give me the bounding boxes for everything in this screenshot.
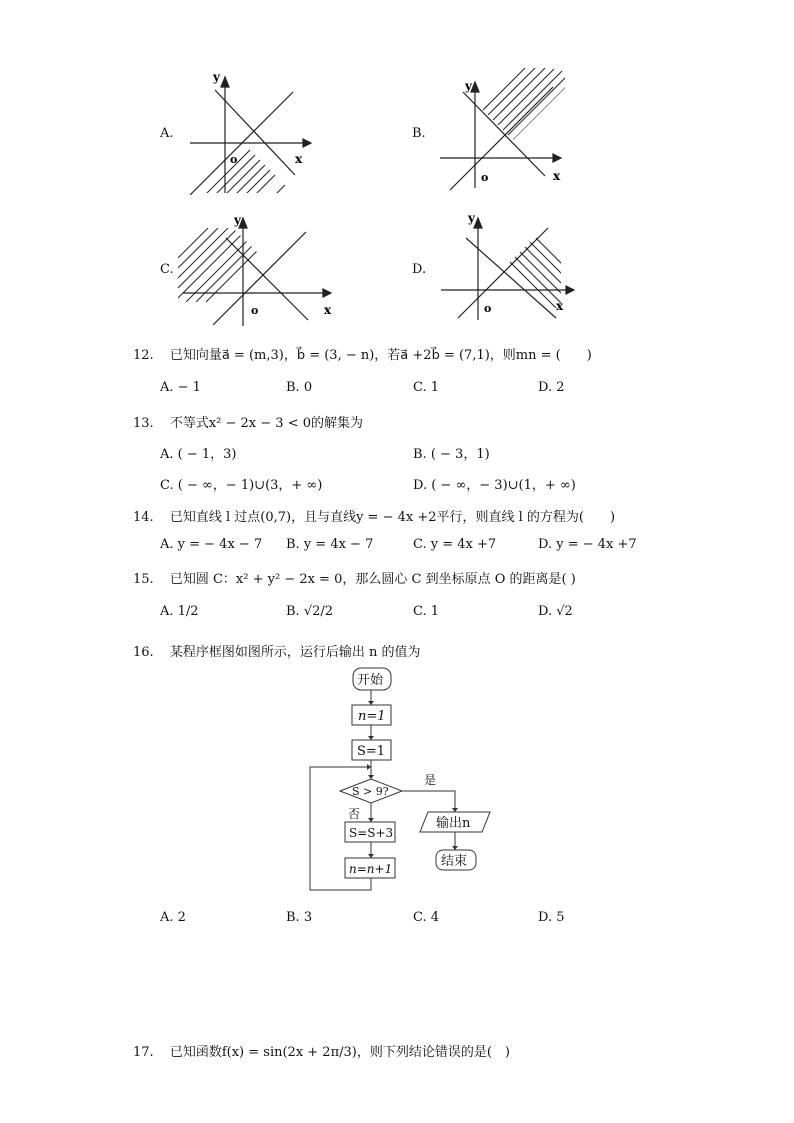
q16-option-a[interactable]: A. 2 [160, 910, 186, 925]
q15-option-d[interactable]: D. √2 [538, 604, 573, 619]
flowchart-s-init-label: S=1 [357, 744, 386, 759]
graph-c-x-label: x [324, 303, 332, 317]
q15-option-b[interactable]: B. √2/2 [286, 604, 334, 619]
q12-option-a[interactable]: A. − 1 [160, 380, 201, 395]
graph-a [185, 65, 315, 195]
question-16 [133, 641, 420, 660]
graph-d-label: D. [412, 262, 427, 277]
q13-option-d[interactable]: D. ( − ∞，− 3)∪(1，+ ∞) [413, 478, 576, 493]
flowchart-yes-label: 是 [424, 773, 437, 787]
graph-c [178, 208, 338, 328]
q13-option-b[interactable]: B. ( − 3，1) [413, 447, 490, 462]
q12-option-c[interactable]: C. 1 [413, 380, 440, 395]
q12-option-d[interactable]: D. 2 [538, 380, 565, 395]
question-14-number: 14. [133, 510, 154, 525]
graph-d-x-label: x [556, 299, 564, 313]
graph-d-origin-label: o [484, 302, 492, 315]
graph-d [436, 208, 586, 323]
question-12-text: 已知向量a⃗ = (m,3)，b⃗ = (3, − n)，若a⃗ +2b⃗ = (7,1)，则mn = ( ) [169, 348, 592, 363]
graph-b [435, 68, 565, 193]
graph-c-label: C. [160, 262, 174, 277]
question-14 [133, 506, 615, 525]
graph-b-x-label: x [553, 169, 561, 183]
flowchart-no-label: 否 [348, 807, 361, 821]
q15-option-c[interactable]: C. 1 [413, 604, 440, 619]
flowchart [300, 665, 520, 895]
q14-option-b[interactable]: B. y = 4x − 7 [286, 537, 374, 552]
question-15 [133, 568, 576, 587]
graph-d-y-label: y [468, 211, 475, 225]
flowchart-update-s-label: S=S+3 [349, 826, 394, 840]
q16-option-c[interactable]: C. 4 [413, 910, 440, 925]
question-17 [133, 1041, 510, 1060]
question-16-text: 某程序框图如图所示，运行后输出 n 的值为 [169, 645, 421, 660]
q14-option-d[interactable]: D. y = − 4x +7 [538, 537, 637, 552]
question-13-text: 不等式x² − 2x − 3 < 0的解集为 [169, 416, 363, 431]
flowchart-update-n-label: n=n+1 [349, 862, 393, 876]
flowchart-n-init-label: n=1 [358, 709, 386, 724]
graph-c-origin-label: o [251, 304, 259, 317]
graph-b-label: B. [412, 126, 426, 141]
question-17-number: 17. [133, 1045, 154, 1060]
q13-option-c[interactable]: C. ( − ∞，− 1)∪(3，+ ∞) [160, 478, 323, 493]
graph-a-y-label: y [213, 70, 220, 84]
question-17-text: 已知函数f(x) = sin(2x + 2π/3)，则下列结论错误的是( ) [169, 1045, 510, 1060]
question-15-number: 15. [133, 572, 154, 587]
question-12 [133, 344, 592, 363]
q16-option-d[interactable]: D. 5 [538, 910, 565, 925]
question-16-number: 16. [133, 645, 154, 660]
question-13 [133, 412, 363, 431]
question-13-number: 13. [133, 416, 154, 431]
q16-option-b[interactable]: B. 3 [286, 910, 313, 925]
flowchart-condition-label: S > 9? [352, 785, 389, 798]
q14-option-a[interactable]: A. y = − 4x − 7 [160, 537, 263, 552]
graph-c-y-label: y [234, 213, 241, 227]
graph-b-origin-label: o [481, 171, 489, 184]
graph-b-y-label: y [465, 79, 472, 93]
question-12-number: 12. [133, 348, 154, 363]
q15-option-a[interactable]: A. 1/2 [160, 604, 199, 619]
q14-option-c[interactable]: C. y = 4x +7 [413, 537, 497, 552]
q13-option-a[interactable]: A. ( − 1，3) [160, 447, 237, 462]
graph-a-label: A. [160, 126, 174, 141]
graph-a-x-label: x [295, 152, 303, 166]
q12-option-b[interactable]: B. 0 [286, 380, 313, 395]
flowchart-end-label: 结束 [441, 854, 468, 869]
flowchart-start-label: 开始 [357, 673, 384, 688]
question-14-text: 已知直线 l 过点(0,7)，且与直线y = − 4x +2平行，则直线 l 的方程为( ) [169, 510, 616, 525]
graph-a-origin-label: o [230, 153, 238, 166]
flowchart-output-label: 输出n [436, 816, 471, 831]
question-15-text: 已知圆 C：x² + y² − 2x = 0，那么圆心 C 到坐标原点 O 的距离是( ) [169, 572, 576, 587]
